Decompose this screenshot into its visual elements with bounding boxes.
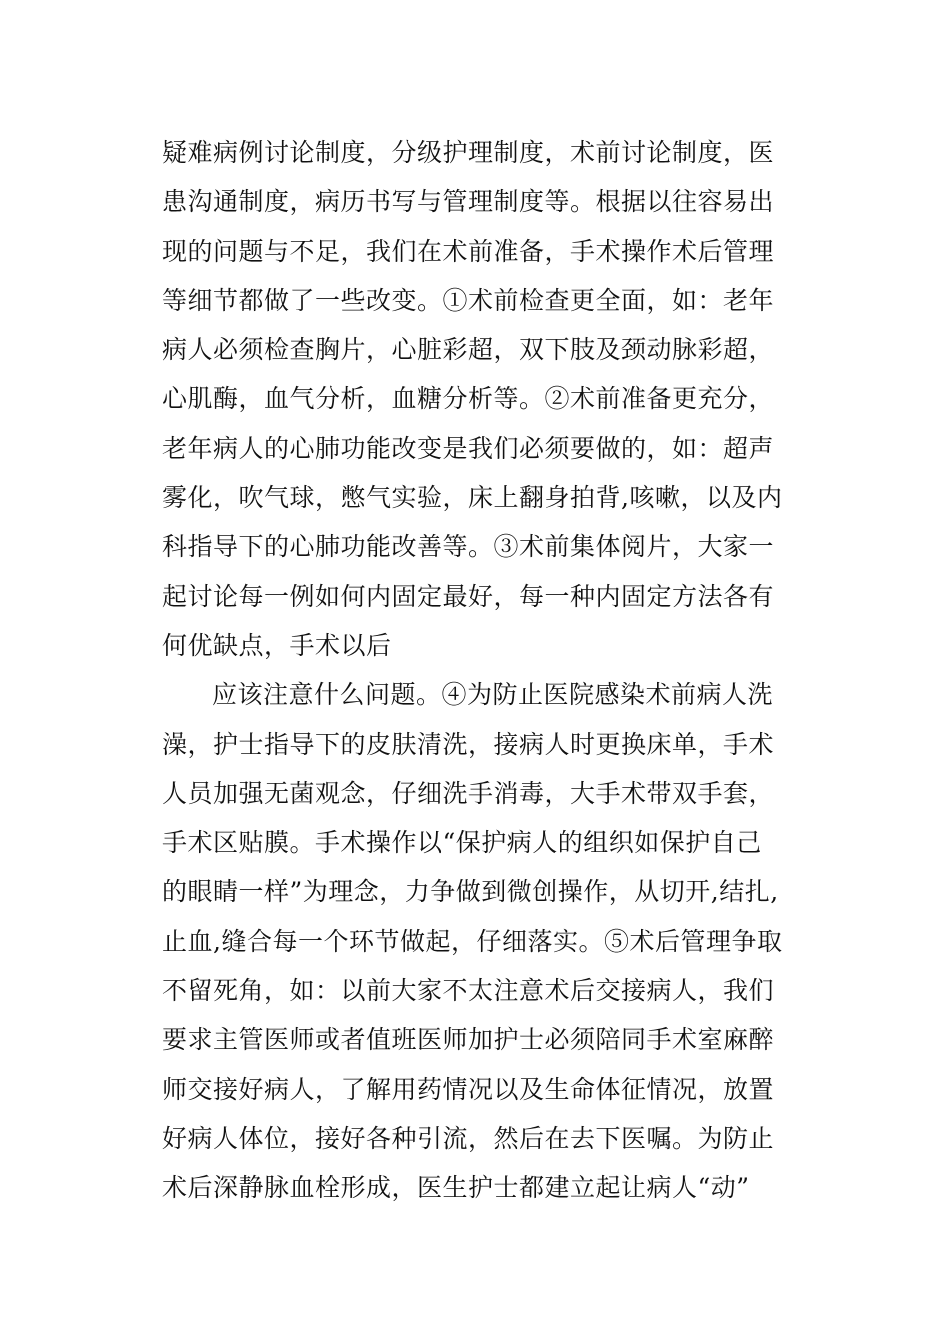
text-line: 老年病人的心肺功能改变是我们必须要做的，如：超声 (162, 433, 775, 463)
text-line: 疑难病例讨论制度，分级护理制度，术前讨论制度，医 (162, 138, 775, 167)
text-line: 何优缺点，手术以后 (162, 630, 392, 660)
text-line: 师交接好病人，了解用药情况以及生命体征情况，放置 (162, 1074, 775, 1104)
text-line: 不留死角，如：以前大家不太注意术后交接病人，我们 (162, 976, 775, 1006)
text-line: 应该注意什么问题。④为防止医院感染术前病人洗 (212, 680, 774, 710)
text-line: 的眼睛一样”为理念，力争做到微创操作，从切开,结扎, (162, 877, 779, 907)
text-line: 人员加强无菌观念，仔细洗手消毒，大手术带双手套， (162, 778, 775, 808)
text-line: 雾化，吹气球，憋气实验，床上翻身拍背,咳嗽，以及内 (162, 483, 783, 513)
text-line: 要求主管医师或者值班医师加护士必须陪同手术室麻醉 (162, 1025, 775, 1055)
text-line: 起讨论每一例如何内固定最好，每一种内固定方法各有 (162, 581, 775, 611)
paragraph-2 (162, 670, 802, 1212)
text-line: 等细节都做了一些改变。①术前检查更全面，如：老年 (162, 285, 775, 315)
text-line: 科指导下的心肺功能改善等。③术前集体阅片，大家一 (162, 532, 775, 562)
text-line: 手术区贴膜。手术操作以“保护病人的组织如保护自己 (162, 828, 762, 858)
paragraph-1 (162, 128, 802, 670)
text-line: 病人必须检查胸片，心脏彩超，双下肢及颈动脉彩超， (162, 335, 775, 365)
text-line: 心肌酶，血气分析，血糖分析等。②术前准备更充分， (162, 384, 775, 414)
text-line: 好病人体位，接好各种引流，然后在去下医嘱。为防止 (162, 1123, 775, 1153)
text-line: 澡，护士指导下的皮肤清洗，接病人时更换床单，手术 (162, 729, 775, 759)
document-body (162, 128, 802, 1213)
text-line: 术后深静脉血栓形成，医生护士都建立起让病人“动” (162, 1173, 750, 1203)
text-line: 患沟通制度，病历书写与管理制度等。根据以往容易出 (162, 187, 775, 217)
text-line: 止血,缝合每一个环节做起，仔细落实。⑤术后管理争取 (162, 926, 783, 956)
text-line: 现的问题与不足，我们在术前准备，手术操作术后管理 (162, 236, 775, 266)
